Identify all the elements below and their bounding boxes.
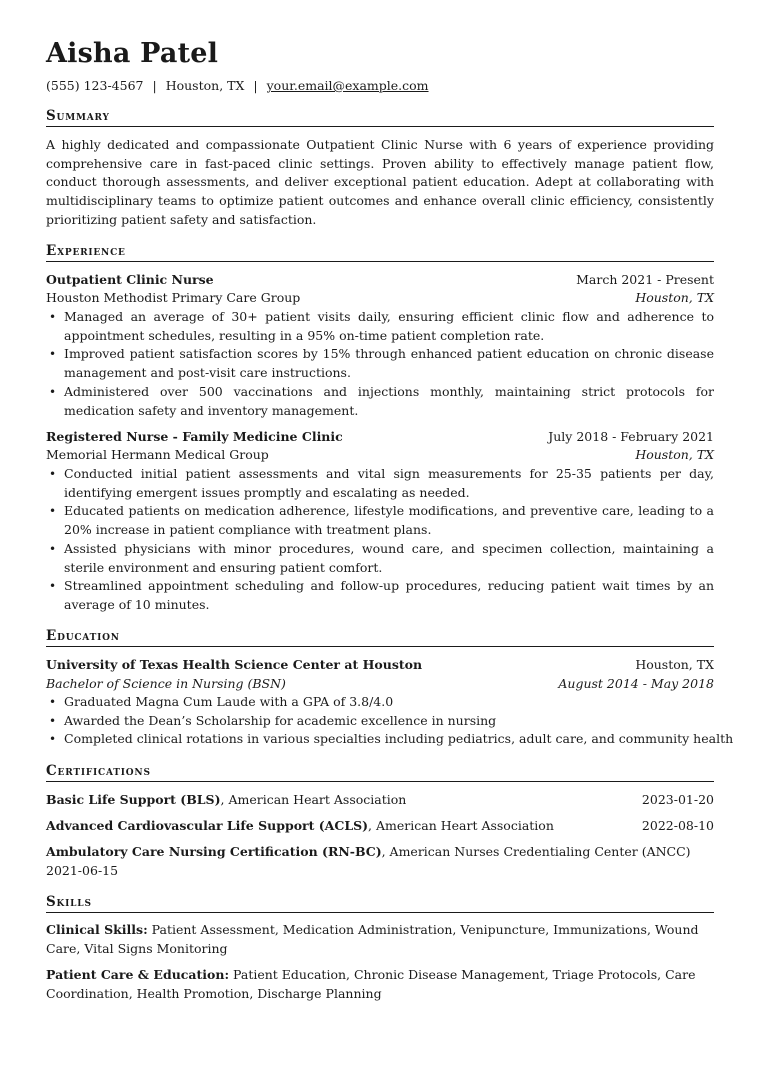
list-item: • Assisted physicians with minor procedures, wound care, and specimen collection, maintaining a sterile environment and ensuring patient comfort. [49,540,714,575]
list-item: • Streamlined appointment scheduling and follow-up procedures, reducing patient wait times by an average of 10 minutes. [49,578,714,612]
list-item: • Managed an average of 30+ patient visits daily, ensuring efficient clinic flow and adherence to appointment schedules, resulting in a 95% on-time patient completion rate. [49,309,714,343]
list-item: • Conducted initial patient assessments and vital sign measurements for 25-35 patients per day, identifying emergent issues promptly and escalating as needed. [49,466,714,500]
certification-name: Ambulatory Care Nursing Certification (RN-BC) [46,844,382,859]
skill-group-label: Patient Care & Education: [46,967,230,982]
job-employer-row [46,446,714,464]
job-header [46,271,714,289]
candidate-name: Aisha Patel [46,38,219,69]
certification-issuer: , American Heart Association [368,818,554,833]
certification-item [46,791,714,809]
skill-group-text: Patient Education, Chronic Disease Management, Triage Protocols, Care Coordination, Health Promotion, Discharge Planning [46,967,696,1001]
degree: Bachelor of Science in Nursing (BSN) [46,676,286,691]
location: Houston, TX [165,78,245,93]
certification-name: Advanced Cardiovascular Life Support (ACLS) [46,818,369,833]
job-employer: Houston Methodist Primary Care Group [46,290,301,305]
education-dates: August 2014 - May 2018 [558,676,714,691]
job-employer-row [46,289,714,307]
education-bullets [46,693,734,749]
job-bullets [46,465,714,615]
school-location: Houston, TX [635,657,714,672]
job-bullets [46,308,714,420]
job-location: Houston, TX [635,447,714,462]
list-item: • Awarded the Dean’s Scholarship for academic excellence in nursing [49,712,497,728]
list-item: • Administered over 500 vaccinations and injections monthly, maintaining strict protocols for medication safety and inventory management. [49,383,714,418]
degree-row [46,675,714,693]
contact-separator: | [253,78,258,93]
summary-text: A highly dedicated and compassionate Outpatient Clinic Nurse with 6 years of experience providing comprehensive care in fast-paced clinic settings. Proven ability to effectively manage patient flow, conduct thorough assessments, and deliver exceptional patient education. Adept at collaborating with multidisciplinary teams to optimize patient outcomes and enhance overall clinic efficiency, consistently prioritizing patient safety and satisfaction. [46,137,714,227]
job-location: Houston, TX [635,290,714,305]
list-item: • Graduated Magna Cum Laude with a GPA of 3.8/4.0 [49,694,394,709]
certification-date: 2022-08-10 [641,818,714,833]
certification-issuer: , American Nurses Credentialing Center (ANCC) [381,844,691,859]
skill-group [46,966,714,1003]
certification-name: Basic Life Support (BLS) [46,792,221,807]
contact-line [46,78,429,94]
section-title-summary: Summary [46,107,714,127]
certification-issuer: , American Heart Association [220,792,407,807]
skill-group-text: Patient Assessment, Medication Administration, Venipuncture, Immunizations, Wound Care, Vital Signs Monitoring [46,922,699,956]
certification-item [46,817,714,835]
job-header [46,428,714,446]
list-item: • Educated patients on medication adherence, lifestyle modifications, and preventive care, leading to a 20% increase in patient compliance with treatment plans. [49,503,714,538]
phone-number: (555) 123-4567 [46,78,144,93]
certification-date: 2021-06-15 [46,862,119,878]
skill-group [46,921,714,958]
section-title-skills: Skills [46,893,714,913]
job-employer: Memorial Hermann Medical Group [46,447,269,462]
job-role: Registered Nurse - Family Medicine Clinic [46,429,343,444]
school-name: University of Texas Health Science Center at Houston [46,657,423,672]
list-item: • Improved patient satisfaction scores by 15% through enhanced patient education on chronic disease management and post-visit care instructions. [49,346,714,381]
education-header [46,656,714,674]
section-title-certifications: Certifications [46,762,714,782]
job-dates: March 2021 - Present [576,272,714,287]
skill-group-label: Clinical Skills: [46,922,148,937]
job-dates: July 2018 - February 2021 [548,429,714,444]
section-title-experience: Experience [46,242,714,262]
contact-separator: | [152,78,157,93]
certification-item [46,843,714,880]
section-title-education: Education [46,627,714,647]
job-role: Outpatient Clinic Nurse [46,272,214,287]
certification-date: 2023-01-20 [641,792,714,807]
list-item: • Completed clinical rotations in various specialties including pediatrics, adult care, and community health [49,731,734,747]
email-link[interactable]: your.email@example.com [266,78,429,93]
